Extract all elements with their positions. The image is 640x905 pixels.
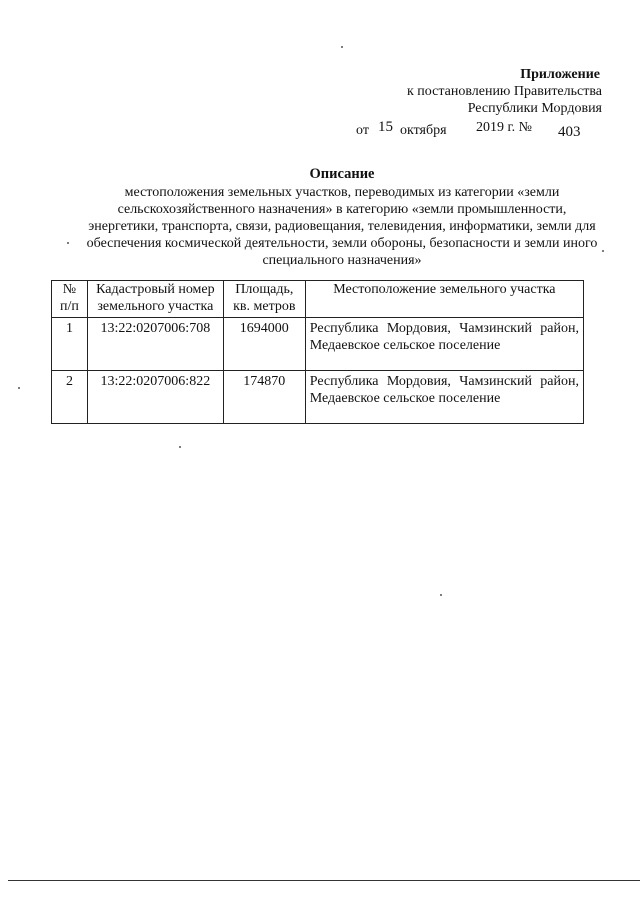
header-number: № п/п (52, 281, 88, 318)
table-header-row (52, 281, 584, 318)
date-year: 2019 г. № (476, 120, 533, 135)
cell-number: 2 (52, 371, 88, 424)
cell-area: 174870 (223, 371, 305, 424)
appendix-line-republic: Республики Мордовия (467, 101, 602, 116)
scan-speck (341, 46, 343, 48)
cell-location: Республика Мордовия, Чамзинский район, Медаевское сельское поселение (305, 371, 583, 424)
parcels-table (51, 280, 584, 424)
decree-number: 403 (558, 124, 581, 140)
date-month: октября (400, 123, 447, 138)
appendix-header (352, 66, 602, 139)
cell-area: 1694000 (223, 318, 305, 371)
scan-speck (67, 242, 69, 244)
description-block (82, 166, 602, 269)
cell-cadastral: 13:22:0207006:822 (87, 371, 223, 424)
cell-location: Республика Мордовия, Чамзинский район, Медаевское сельское поселение (305, 318, 583, 371)
cell-cadastral: 13:22:0207006:708 (87, 318, 223, 371)
table-row (52, 318, 584, 371)
table-row (52, 371, 584, 424)
scan-speck (18, 387, 20, 389)
cell-number: 1 (52, 318, 88, 371)
header-location: Местоположение земельного участка (305, 281, 583, 318)
description-title: Описание (309, 166, 375, 182)
header-area: Площадь, кв. метров (223, 281, 305, 318)
appendix-line-decree: к постановлению Правительства (406, 84, 602, 99)
scan-speck (179, 446, 181, 448)
scan-speck (440, 594, 442, 596)
header-cadastral: Кадастровый номер земельного участка (87, 281, 223, 318)
decree-date-line (352, 117, 602, 139)
scan-edge-line (8, 880, 640, 881)
scan-speck (602, 250, 604, 252)
description-body: местоположения земельных участков, переводимых из категории «земли сельскохозяйственного назначения» в категорию «земли промышленности, энергетики, транспорта, связи, радиовещания, телевидения, информатики, земли для обеспечения космической деятельности, земли обороны, безопасности и земли иного специального назначения» (86, 185, 598, 268)
appendix-title: Приложение (520, 67, 600, 82)
date-day: 15 (378, 119, 393, 135)
date-prefix: от (356, 123, 369, 138)
